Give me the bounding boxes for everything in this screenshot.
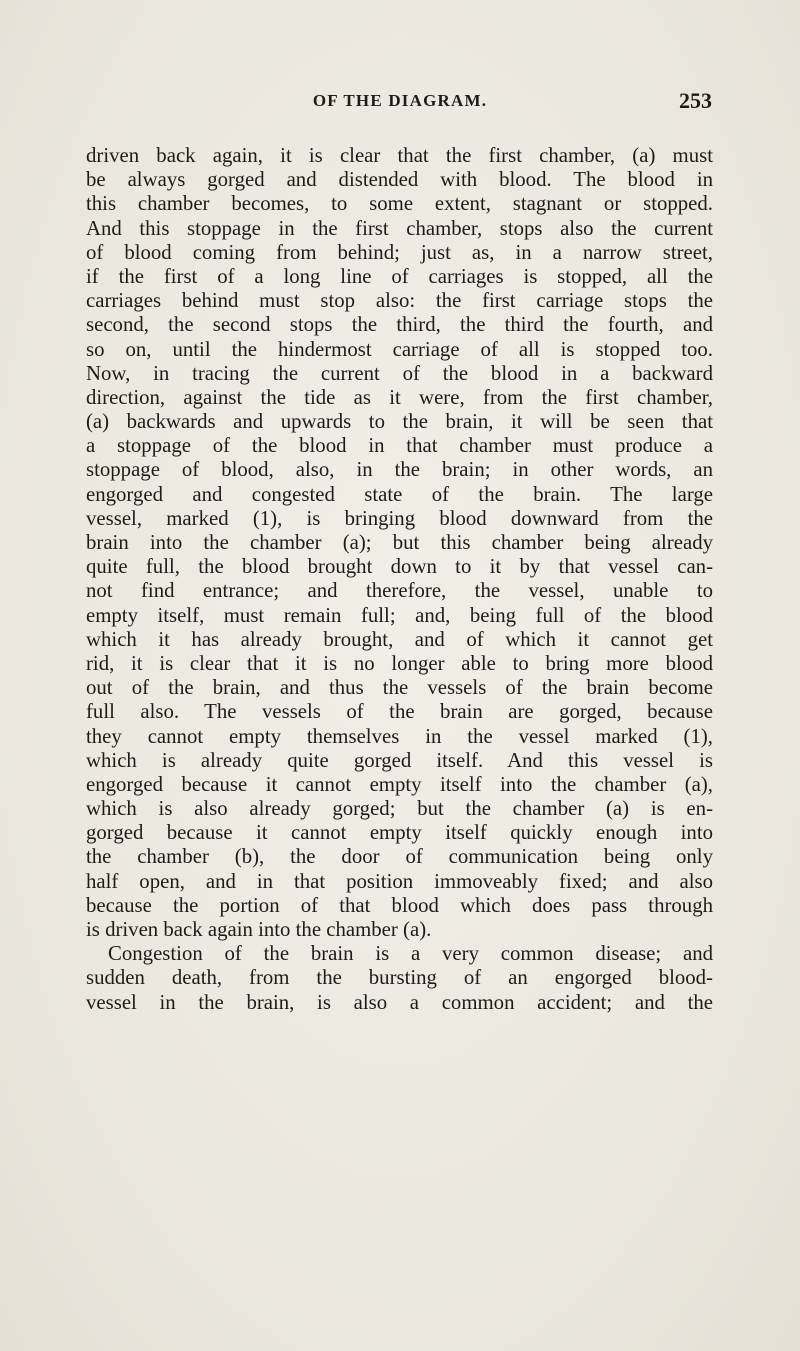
text-line: empty itself, must remain full; and, being full of the blood	[86, 603, 713, 627]
text-line: is driven back again into the chamber (a).	[86, 918, 432, 941]
text-line: which is also already gorged; but the chamber (a) is en-	[86, 797, 713, 821]
text-line: engorged because it cannot empty itself into the chamber (a),	[86, 772, 713, 796]
text-line: (a) backwards and upwards to the brain, it will be seen that	[86, 410, 713, 434]
text-line: they cannot empty themselves in the vessel marked (1),	[86, 724, 713, 748]
text-line: quite full, the blood brought down to it by that vessel can-	[86, 555, 713, 579]
text-line: of blood coming from behind; just as, in a narrow street,	[86, 240, 713, 264]
text-line: out of the brain, and thus the vessels of the brain become	[86, 676, 713, 700]
text-line: this chamber becomes, to some extent, stagnant or stopped.	[86, 192, 713, 216]
text-line: because the portion of that blood which does pass through	[86, 893, 713, 917]
text-line: driven back again, it is clear that the first chamber, (a) must	[86, 144, 713, 167]
text-line: carriages behind must stop also: the first carriage stops the	[86, 289, 713, 313]
page-header	[0, 86, 800, 116]
text-line: which it has already brought, and of which it cannot get	[86, 627, 713, 651]
text-line: if the first of a long line of carriages is stopped, all the	[86, 264, 713, 288]
text-line: gorged because it cannot empty itself quickly enough into	[86, 821, 713, 845]
text-line: direction, against the tide as it were, from the first chamber,	[86, 385, 713, 409]
text-line: Now, in tracing the current of the blood in a backward	[86, 361, 713, 385]
text-line: a stoppage of the blood in that chamber must produce a	[86, 434, 713, 458]
running-head: OF THE DIAGRAM.	[312, 91, 488, 110]
text-line: so on, until the hindermost carriage of all is stopped too.	[86, 337, 713, 361]
text-line: Congestion of the brain is a very common disease; and	[108, 942, 713, 966]
text-line: be always gorged and distended with blood. The blood in	[86, 168, 713, 192]
text-line: stoppage of blood, also, in the brain; in other words, an	[86, 458, 713, 482]
text-line: full also. The vessels of the brain are gorged, because	[86, 700, 713, 724]
text-line: rid, it is clear that it is no longer able to bring more blood	[86, 651, 713, 675]
text-line: second, the second stops the third, the third the fourth, and	[86, 313, 713, 337]
text-line: not find entrance; and therefore, the vessel, unable to	[86, 579, 713, 603]
text-line: the chamber (b), the door of communication being only	[86, 845, 713, 869]
page-number: 253	[679, 88, 712, 113]
body-text	[86, 144, 713, 1015]
text-line: sudden death, from the bursting of an engorged blood-	[86, 966, 713, 990]
text-line: vessel, marked (1), is bringing blood downward from the	[86, 506, 713, 530]
text-line: engorged and congested state of the brain. The large	[86, 482, 713, 506]
text-line: And this stoppage in the first chamber, stops also the current	[86, 216, 713, 240]
text-line: brain into the chamber (a); but this chamber being already	[86, 531, 713, 554]
text-line: half open, and in that position immoveably fixed; and also	[86, 869, 713, 893]
text-line: vessel in the brain, is also a common accident; and the	[86, 990, 713, 1014]
text-line: which is already quite gorged itself. And this vessel is	[86, 748, 713, 772]
